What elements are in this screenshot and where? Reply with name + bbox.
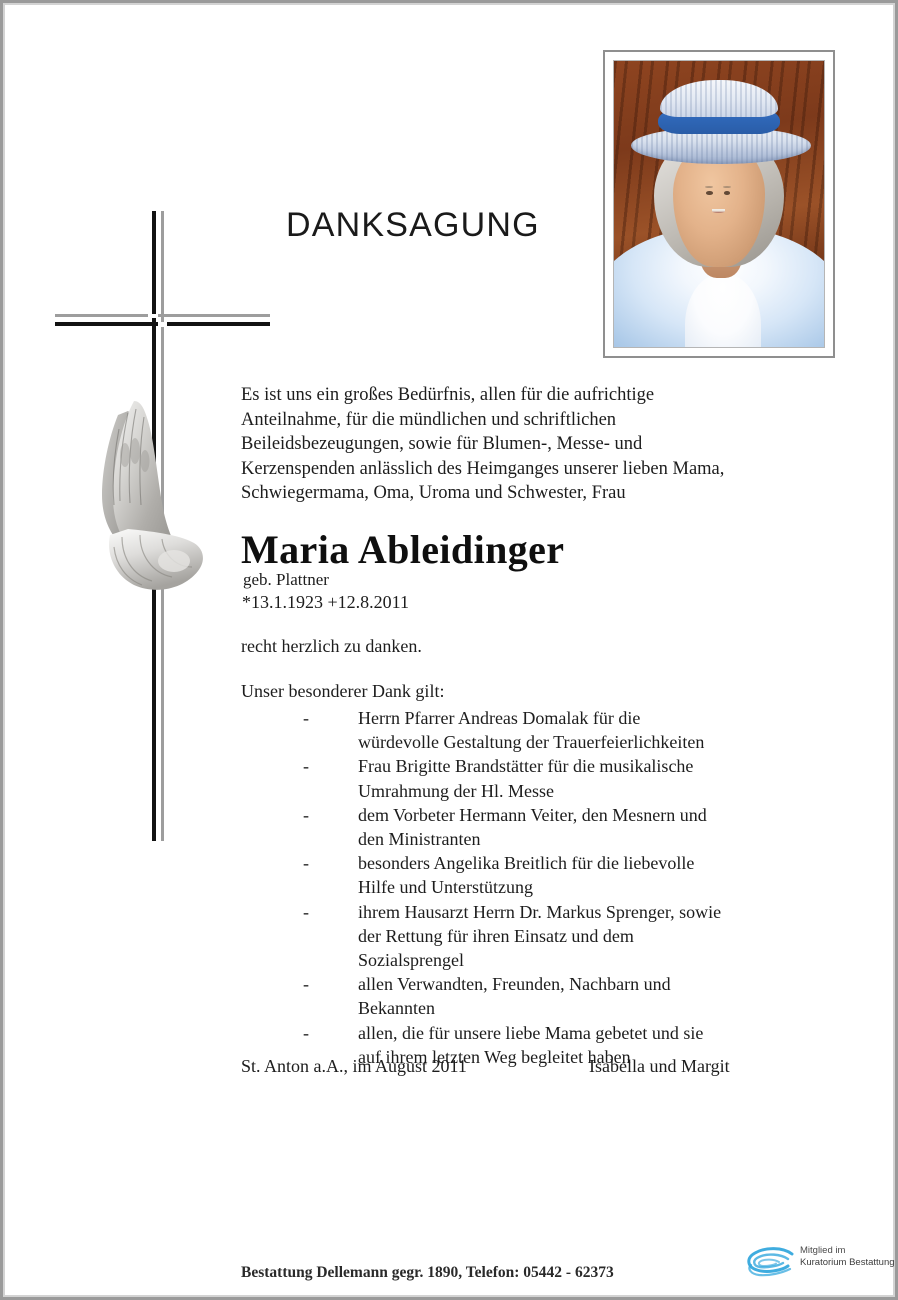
list-item-line: würdevolle Gestaltung der Trauerfeierlichkeiten (358, 732, 705, 753)
page-inner-border-bottom (3, 1295, 895, 1297)
closing-line: recht herzlich zu danken. (241, 636, 422, 656)
praying-hands-icon (78, 385, 218, 600)
intro-line-3: Beileidsbezeugungen, sowie für Blumen-, Messe- und (241, 434, 643, 454)
portrait-eye-right (724, 191, 730, 195)
list-item (241, 754, 771, 802)
portrait-eye-left (706, 191, 712, 195)
page-inner-border-right (893, 3, 895, 1297)
list-item-line: allen, die für unsere liebe Mama gebetet und sie (358, 1022, 704, 1043)
list-bullet: - (303, 756, 309, 777)
signature-place-date: St. Anton a.A., im August 2011 (241, 1056, 467, 1076)
page-title: DANKSAGUNG (286, 206, 540, 244)
list-item-line: ihrem Hausarzt Herrn Dr. Markus Sprenger, sowie (358, 901, 722, 922)
list-item-line: Frau Brigitte Brandstätter für die musikalische (358, 756, 694, 777)
list-item (241, 972, 771, 1020)
list-item-line: auf ihrem letzten Weg begleitet haben (358, 1046, 631, 1067)
logo-line-1: Mitglied im (800, 1245, 846, 1256)
intro-line-5: Schwiegermama, Oma, Uroma und Schwester, Frau (241, 483, 626, 503)
list-item-line: der Rettung für ihren Einsatz und dem (358, 925, 634, 946)
portrait-eyebrow-left (705, 186, 713, 188)
cross-crossing-gap-b (158, 322, 167, 327)
portrait-photo (613, 60, 825, 348)
deceased-dates: *13.1.1923 +12.8.2011 (242, 592, 409, 612)
list-item (241, 803, 771, 851)
intro-paragraph (241, 383, 761, 506)
list-bullet: - (303, 974, 309, 995)
intro-line-2: Anteilnahme, für die mündlichen und schriftlichen (241, 409, 617, 430)
list-bullet: - (303, 708, 309, 728)
portrait-hat-crown (660, 80, 778, 117)
list-item-line: besonders Angelika Breitlich für die liebevolle (358, 853, 695, 874)
intro-line-1: Es ist uns ein großes Bedürfnis, allen für die aufrichtige (241, 385, 655, 405)
list-item-line: Hilfe und Unterstützung (358, 877, 533, 898)
thanks-list (241, 706, 771, 1069)
list-bullet: - (303, 853, 309, 874)
portrait-eyebrow-right (723, 186, 731, 188)
deceased-name: Maria Ableidinger (241, 527, 565, 572)
footer-funeral-home: Bestattung Dellemann gegr. 1890, Telefon: 05442 - 62373 (241, 1264, 614, 1281)
kuratorium-logo (745, 1241, 895, 1281)
list-item-line: Bekannten (358, 998, 435, 1019)
praying-hands-cuff-highlight (158, 550, 190, 572)
list-item (241, 851, 771, 899)
portrait-photo-frame (603, 50, 835, 358)
cross-crossing-gap-a (148, 314, 158, 318)
intro-line-4: Kerzenspenden anlässlich des Heimganges unserer lieben Mama, (241, 458, 725, 479)
thanks-lead: Unser besonderer Dank gilt: (241, 681, 445, 701)
portrait-mouth (712, 209, 726, 213)
list-item-line: Herrn Pfarrer Andreas Domalak für die (358, 708, 641, 728)
list-item (241, 900, 771, 973)
kuratorium-logo-text (800, 1245, 895, 1268)
list-item-line: allen Verwandten, Freunden, Nachbarn und (358, 974, 671, 995)
list-item-line: dem Vorbeter Hermann Veiter, den Mesnern und (358, 804, 707, 825)
list-bullet: - (303, 901, 309, 922)
list-item-line: den Ministranten (358, 829, 481, 850)
list-bullet: - (303, 804, 309, 825)
portrait-image (614, 61, 824, 347)
logo-line-2: Kuratorium Bestattung (800, 1256, 895, 1268)
deceased-maiden-name: geb. Plattner (243, 570, 329, 589)
signature-names: Isabella und Margit (589, 1056, 730, 1076)
list-item (241, 706, 771, 754)
blue-swirl-icon (745, 1245, 797, 1279)
list-item-line: Sozialsprengel (358, 950, 464, 971)
list-bullet: - (303, 1022, 309, 1043)
cross-horizontal-light (55, 314, 270, 317)
list-item-line: Umrahmung der Hl. Messe (358, 780, 554, 801)
